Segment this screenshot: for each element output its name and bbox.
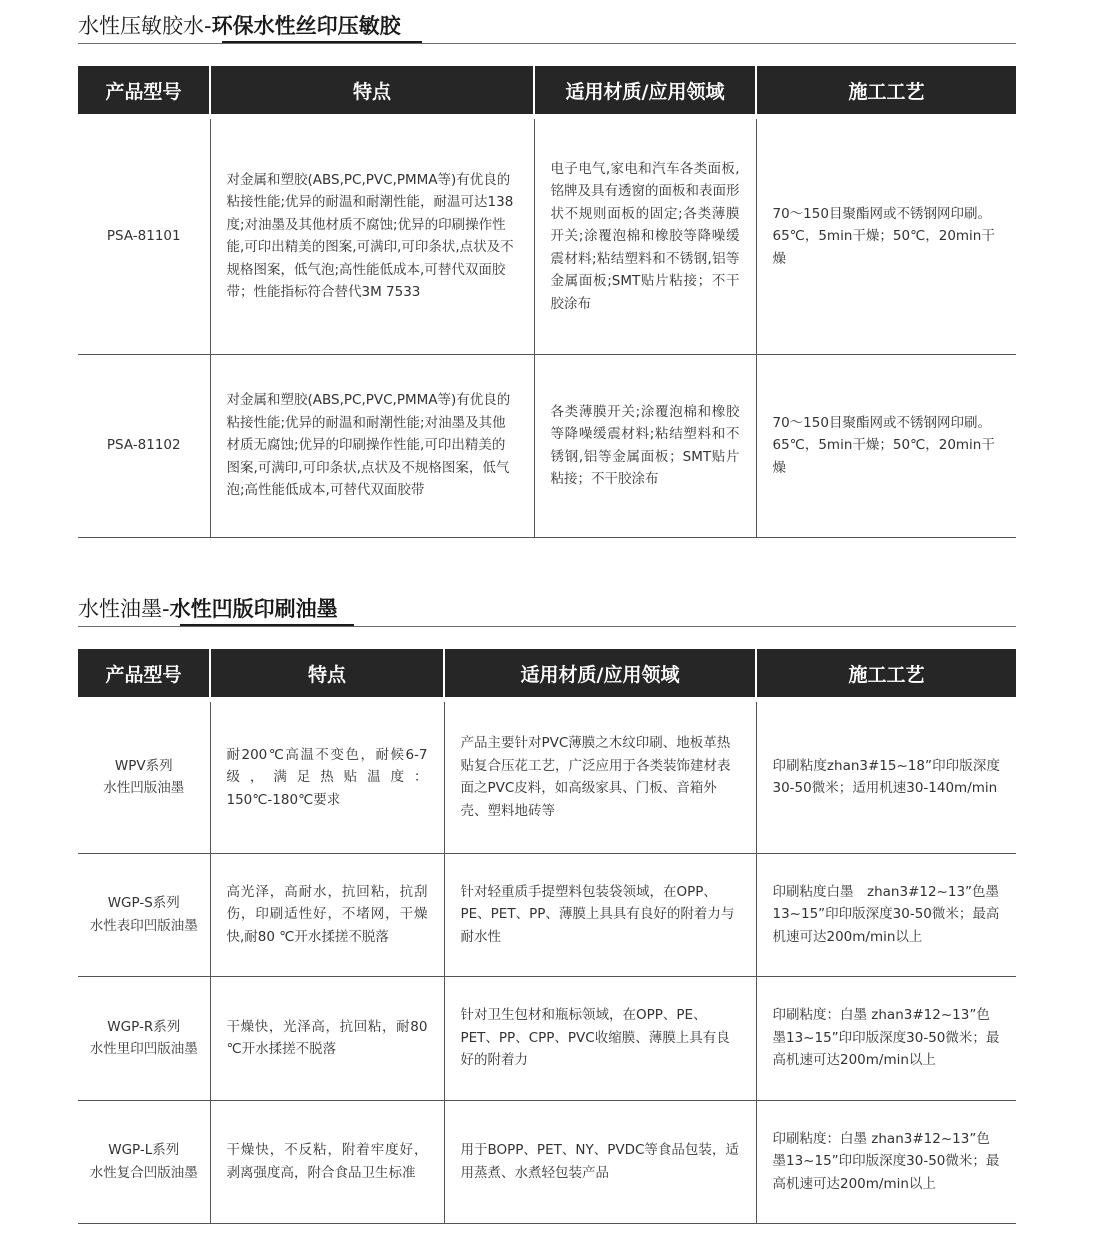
cell-features: 干燥快，不反粘，附着牢度好，剥离强度高，附合食品卫生标准 xyxy=(210,1100,444,1223)
section1-title-category: 水性压敏胶水- xyxy=(78,14,212,38)
section1-title-product: 环保水性丝印压敏胶 xyxy=(211,14,401,38)
header-model: 产品型号 xyxy=(78,649,210,697)
section2-header-row xyxy=(78,649,1016,697)
header-features: 特点 xyxy=(210,66,534,114)
cell-features: 干燥快，光泽高，抗回粘，耐80 ℃开水揉搓不脱落 xyxy=(210,976,444,1100)
header-application: 适用材质/应用领域 xyxy=(444,649,756,697)
cell-model: PSA-81102 xyxy=(78,354,210,537)
header-features: 特点 xyxy=(210,649,444,697)
cell-model: WGP-R系列 水性里印凹版油墨 xyxy=(78,976,210,1100)
table-row xyxy=(78,1100,1016,1223)
section2-title xyxy=(78,595,338,623)
cell-process: 印刷粘度：白墨 zhan3#12~13”色墨13~15”印印版深度30-50微米；最高机速可达200m/min以上 xyxy=(756,976,1016,1100)
section1-header-row xyxy=(78,66,1016,114)
table-row xyxy=(78,119,1016,354)
table-row xyxy=(78,354,1016,537)
cell-application: 电子电气,家电和汽车各类面板,铭牌及具有透窗的面板和表面形状不规则面板的固定;各类薄膜开关;涂覆泡棉和橡胶等降噪缓震材料;粘结塑料和不锈钢,铝等金属面板;SMT贴片粘接；不干胶涂布 xyxy=(534,119,756,354)
section1-title xyxy=(78,12,401,40)
cell-application: 针对轻重质手提塑料包装袋领域，在OPP、PE、PET、PP、薄膜上具具有良好的附着力与耐水性 xyxy=(444,853,756,976)
cell-application: 各类薄膜开关;涂覆泡棉和橡胶等降噪缓震材料;粘结塑料和不锈钢,铝等金属面板；SMT贴片粘接；不干胶涂布 xyxy=(534,354,756,537)
section2-title-category: 水性油墨- xyxy=(78,597,170,621)
cell-model: WGP-S系列 水性表印凹版油墨 xyxy=(78,853,210,976)
cell-features: 高光泽，高耐水，抗回粘，抗刮伤，印刷适性好，不堵网，干燥快,耐80 ℃开水揉搓不脱落 xyxy=(210,853,444,976)
header-application: 适用材质/应用领域 xyxy=(534,66,756,114)
cell-features: 对金属和塑胶(ABS,PC,PVC,PMMA等)有优良的粘接性能;优异的耐温和耐潮性能;对油墨及其他材质无腐蚀;优异的印刷操作性能,可印出精美的图案,可满印,可印条状,点状及不规格图案，低气泡;高性能低成本,可替代双面胶带 xyxy=(210,354,534,537)
cell-model: PSA-81101 xyxy=(78,119,210,354)
table-row xyxy=(78,853,1016,976)
cell-application: 用于BOPP、PET、NY、PVDC等食品包装，适用蒸煮、水煮轻包装产品 xyxy=(444,1100,756,1223)
cell-application: 产品主要针对PVC薄膜之木纹印刷、地板革热贴复合压花工艺，广泛应用于各类装饰建材表面之PVC皮料，如高级家具、门板、音箱外壳、塑料地砖等 xyxy=(444,702,756,853)
cell-features: 对金属和塑胶(ABS,PC,PVC,PMMA等)有优良的粘接性能;优异的耐温和耐潮性能，耐温可达138度;对油墨及其他材质不腐蚀;优异的印刷操作性能,可印出精美的图案,可满印,可印条状,点状及不规格图案，低气泡;高性能低成本,可替代双面胶带；性能指标符合替代3M 7533 xyxy=(210,119,534,354)
table-row xyxy=(78,702,1016,853)
table-row xyxy=(78,976,1016,1100)
header-model: 产品型号 xyxy=(78,66,210,114)
cell-process: 印刷粘度zhan3#15~18”印印版深度30-50微米；适用机速30-140m/min xyxy=(756,702,1016,853)
section1-table xyxy=(78,66,1016,538)
section2-table xyxy=(78,649,1016,1224)
cell-process: 印刷粘度白墨 zhan3#12~13”色墨13~15”印印版深度30-50微米；最高机速可达200m/min以上 xyxy=(756,853,1016,976)
section2-title-product: 水性凹版印刷油墨 xyxy=(169,597,338,621)
cell-application: 针对卫生包材和瓶标领域，在OPP、PE、PET、PP、CPP、PVC收缩膜、薄膜上具有良好的附着力 xyxy=(444,976,756,1100)
header-process: 施工工艺 xyxy=(756,649,1016,697)
cell-model: WGP-L系列 水性复合凹版油墨 xyxy=(78,1100,210,1223)
cell-process: 70～150目聚酯网或不锈钢网印刷。65℃，5min干燥；50℃，20min干燥 xyxy=(756,354,1016,537)
section1-title-rule xyxy=(78,43,1016,44)
header-process: 施工工艺 xyxy=(756,66,1016,114)
cell-process: 70～150目聚酯网或不锈钢网印刷。65℃，5min干燥；50℃，20min干燥 xyxy=(756,119,1016,354)
cell-process: 印刷粘度：白墨 zhan3#12~13”色墨13~15”印印版深度30-50微米；最高机速可达200m/min以上 xyxy=(756,1100,1016,1223)
cell-features: 耐200℃高温不变色，耐候6-7级，满足热贴温度：150℃-180℃要求 xyxy=(210,702,444,853)
cell-model: WPV系列 水性凹版油墨 xyxy=(78,702,210,853)
section2-title-rule xyxy=(78,626,1016,627)
